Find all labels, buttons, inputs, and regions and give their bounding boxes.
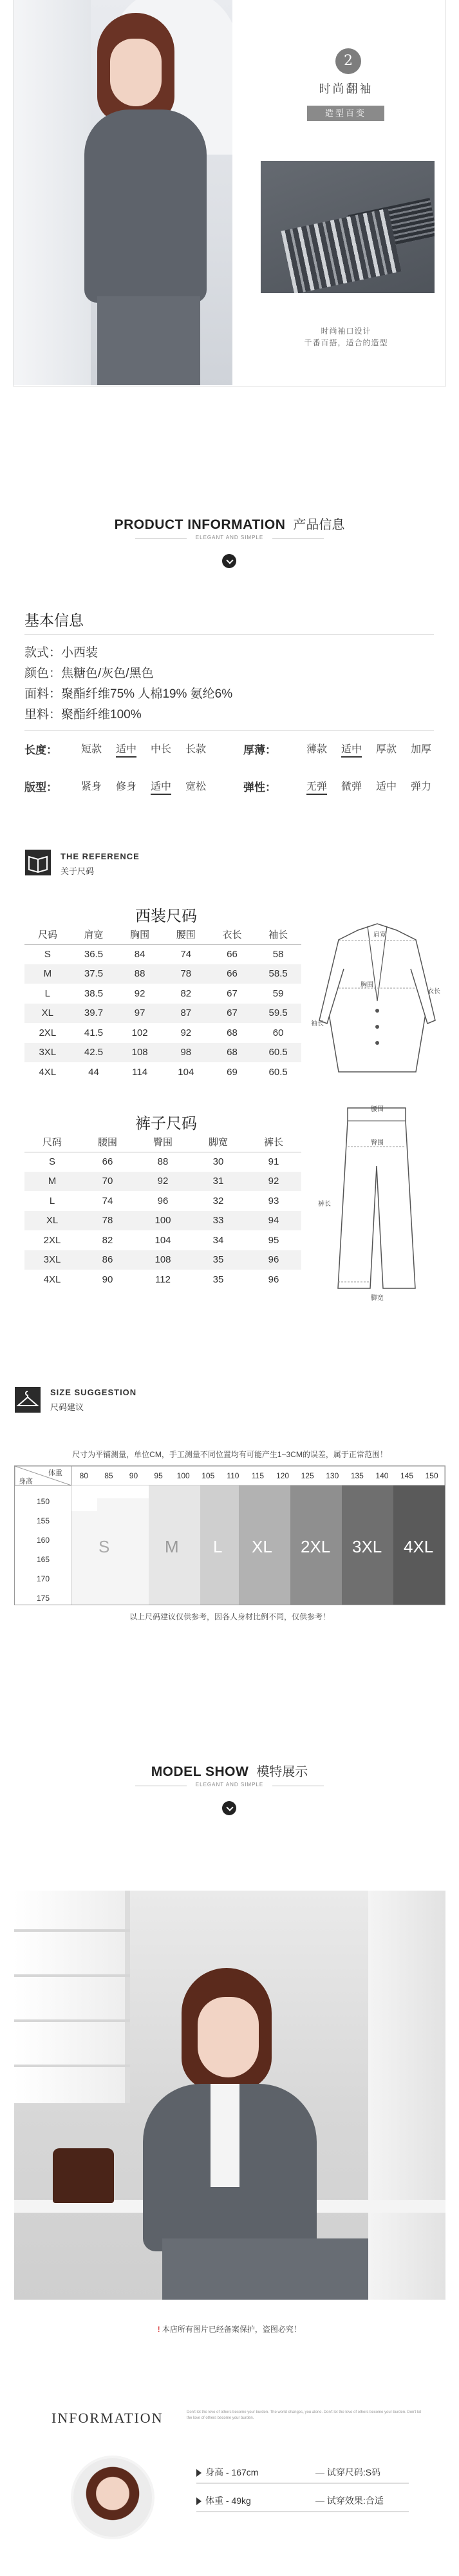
reference-en: THE REFERENCE xyxy=(61,852,140,861)
feature-desc-line1: 时尚袖口设计 xyxy=(321,327,371,336)
product-info-header xyxy=(0,514,459,540)
model-show-header xyxy=(0,1761,459,1788)
basic-info-row: 面料：聚酯纤维75% 人棉19% 氨纶6% xyxy=(24,687,233,701)
pants-diagram xyxy=(328,1102,425,1295)
table-row: XL 78 100 33 94 xyxy=(24,1211,301,1231)
table-row: L 38.5 92 82 67 59 xyxy=(44,987,284,999)
model-avatar xyxy=(71,2456,155,2539)
model-show-cn-title: 模特展示 xyxy=(256,1765,308,1779)
height-column: 150 155 160 165 170 175 xyxy=(36,1497,50,1603)
book-icon xyxy=(24,849,52,876)
table-row: L 74 96 32 93 xyxy=(49,1195,279,1207)
model-height: 身高 - 167cm xyxy=(196,2466,258,2479)
basic-info-row: 里料：聚酯纤维100% xyxy=(24,708,142,721)
table-row: S 36.5 84 74 66 58 xyxy=(44,949,284,960)
basic-info-row: 颜色：焦糖色/灰色/黑色 xyxy=(24,667,154,680)
diagram-label: 臀围 xyxy=(371,1140,384,1147)
weight-header: 80 85 90 95 100 105 110 115 120 125 130 135 140 145 150 xyxy=(79,1471,438,1480)
suggestion-en: SIZE SUGGESTION xyxy=(50,1388,137,1397)
size-suggestion-grid xyxy=(14,1465,445,1605)
table-row: 4XL 90 112 35 96 xyxy=(43,1274,279,1285)
size-label-m: M xyxy=(165,1537,179,1556)
diagram-label: 腰围 xyxy=(371,1106,384,1113)
product-info-cn-title: 产品信息 xyxy=(293,518,345,532)
corner-top: 体重 xyxy=(48,1469,62,1477)
feature-title: 时尚翻袖 xyxy=(319,82,373,95)
attr-row-fit: 版型： 紧身 修身 适中 宽松 弹性： 无弹 微弹 适中 弹力 xyxy=(24,778,436,797)
product-info-en-title: PRODUCT INFORMATION xyxy=(114,517,286,532)
product-info-tagline: ELEGANT AND SIMPLE xyxy=(195,535,264,540)
reference-cn: 关于尺码 xyxy=(61,866,95,876)
table-row: M 37.5 88 78 66 58.5 xyxy=(24,964,301,984)
model-size-worn: — 试穿尺码:S码 xyxy=(315,2467,381,2477)
suggestion-cn: 尺码建议 xyxy=(50,1402,84,1412)
diagram-label: 衣长 xyxy=(427,988,440,995)
information-title: INFORMATION xyxy=(52,2410,164,2426)
chevron-down-icon xyxy=(222,554,236,568)
table-row: 2XL 82 104 34 95 xyxy=(43,1234,279,1246)
size-label-l: L xyxy=(213,1537,223,1556)
warning-icon: ! xyxy=(158,2325,160,2334)
table-row: 3XL 86 108 35 96 xyxy=(24,1250,301,1270)
model-fit: — 试穿效果:合适 xyxy=(315,2495,384,2506)
size-label-2xl: 2XL xyxy=(301,1537,331,1556)
size-label-4xl: 4XL xyxy=(404,1537,434,1556)
diagram-label: 胸围 xyxy=(361,982,373,989)
feature-number-badge: 2 xyxy=(335,48,361,74)
suit-size-title: 西装尺码 xyxy=(135,908,197,925)
model-show-tagline: ELEGANT AND SIMPLE xyxy=(195,1782,264,1788)
feature-subtitle: 造型百变 xyxy=(307,106,384,121)
model-show-photo xyxy=(14,1891,445,2300)
model-weight: 体重 - 49kg xyxy=(196,2494,251,2507)
corner-bottom: 身高 xyxy=(19,1478,33,1485)
jacket-diagram xyxy=(313,917,442,1078)
pants-size-title: 裤子尺码 xyxy=(135,1115,197,1132)
size-label-s: S xyxy=(98,1537,110,1556)
feature-detail xyxy=(245,0,447,385)
chevron-down-icon xyxy=(222,1801,236,1815)
model-show-en-title: MODEL SHOW xyxy=(151,1764,249,1779)
feature-panel xyxy=(13,0,446,386)
suggestion-note: 尺寸为平铺测量，单位CM，手工测量不同位置均有可能产生1~3CM的误差，属于正常范围！ xyxy=(72,1450,388,1459)
suggestion-bottom-note: 以上尺码建议仅供参考，因各人身材比例不同，仅供参考！ xyxy=(129,1612,330,1621)
size-label-xl: XL xyxy=(252,1537,272,1556)
table-row: 3XL 42.5 108 98 68 60.5 xyxy=(24,1043,301,1063)
attr-row-length: 长度： 短款 适中 中长 长款 厚薄： 薄款 适中 厚款 加厚 xyxy=(24,741,436,760)
diagram-label: 脚宽 xyxy=(371,1295,384,1302)
size-label-3xl: 3XL xyxy=(352,1537,382,1556)
copyright-notice: ! 本店所有图片已经备案保护，盗图必究！ xyxy=(158,2325,301,2334)
basic-info-title: 基本信息 xyxy=(24,612,84,629)
feature-desc-line2: 千番百搭，适合的造型 xyxy=(304,338,388,347)
triangle-icon xyxy=(196,2497,201,2505)
pants-size-table: 尺码 腰围 臀围 脚宽 裤长 S 66 88 30 91 M 70 92 31 92 L 74 96 32 93 XL 78 100 33 94 2XL 82 104 34 95 3XL 86 108 35 96 4XL 90 112 35 96 xyxy=(24,1132,301,1290)
diagram-label: 裤长 xyxy=(318,1201,331,1208)
diagram-label: 肩宽 xyxy=(373,931,386,939)
hanger-icon xyxy=(14,1386,41,1413)
information-tagline: Don't let the love of others become your burden. The world changes, you alone. Don't let the love of others become your burden. Don't let the love of others become your burden. xyxy=(187,2410,422,2420)
triangle-icon xyxy=(196,2469,201,2477)
feature-model-photo xyxy=(14,0,232,385)
table-row: M 70 92 31 92 xyxy=(24,1172,301,1192)
diagram-label: 袖长 xyxy=(311,1020,324,1027)
table-row: 4XL 44 114 104 69 60.5 xyxy=(39,1066,288,1078)
sleeve-detail-photo xyxy=(261,161,435,293)
suit-size-table: 尺码 肩宽 胸围 腰围 衣长 袖长 S 36.5 84 74 66 58 M 37.5 88 78 66 58.5 L 38.5 92 82 67 59 XL 39.7 97 87 67 59.5 2XL 41.5 102 92 68 60 3XL 42.5 108 98 68 60.5 4XL 44 114 104 69 60.5 xyxy=(24,925,301,1082)
table-row: 2XL 41.5 102 92 68 60 xyxy=(39,1027,284,1038)
basic-info-row: 款式：小西装 xyxy=(24,646,98,660)
table-row: XL 39.7 97 87 67 59.5 xyxy=(24,1004,301,1024)
table-row: S 66 88 30 91 xyxy=(48,1156,279,1167)
